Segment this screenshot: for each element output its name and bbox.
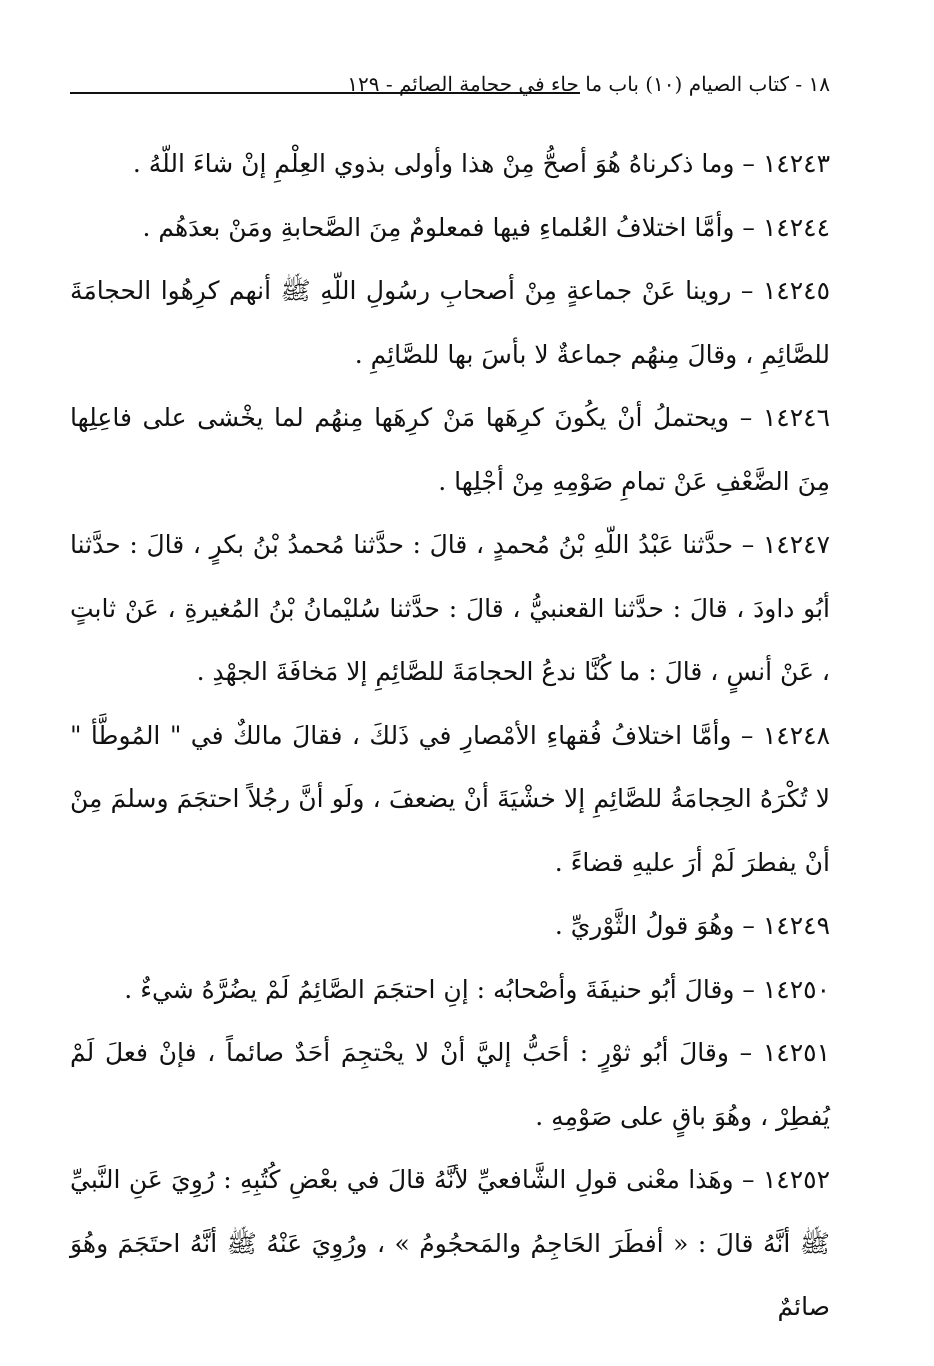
paragraph-14247: ١٤٢٤٧ – حدَّثنا عَبْدُ اللّهِ بْنُ مُحمدٍ ، قالَ : حدَّثنا مُحمدُ بْنُ بكرٍ ، قالَ : حدَّثنا أبُو داودَ ، قالَ : حدَّثنا القعنبيُّ ، قالَ : حدَّثنا سُليْمانُ بْنُ المُغيرةِ ، عَنْ ثابتٍ ، عَنْ أنسٍ ، قالَ : ما كُنَّا ندعُ الحجامَةَ للصَّائِمِ إلا مَخافَةَ الجهْدِ .: [70, 530, 830, 686]
paragraph-14244: ١٤٢٤٤ – وأمَّا اختلافُ العُلماءِ فيها فمعلومٌ مِنَ الصَّحابةِ ومَنْ بعدَهُم .: [142, 212, 830, 242]
paragraph-14252: ١٤٢٥٢ – وهَذا معْنى قولِ الشَّافعيِّ لأنَّهُ قالَ في بعْضِ كُتُبِهِ : رُوِيَ عَنِ النَّبيِّ ﷺ أنَّهُ قالَ : « أفطَرَ الحَاجِمُ والمَحجُومُ » ، ورُوِيَ عَنْهُ ﷺ أنَّهُ احتَجَمَ وهُوَ صائمٌ: [70, 1165, 830, 1321]
paragraph-14245: ١٤٢٤٥ – روينا عَنْ جماعةٍ مِنْ أصحابِ رسُولِ اللّهِ ﷺ أنهم كرِهُوا الحجامَةَ للصَّائِمِ ، وقالَ مِنهُم جماعةٌ لا بأسَ بها للصَّائِمِ .: [70, 276, 830, 369]
paragraph-14251: ١٤٢٥١ – وقالَ أبُو ثوْرٍ : أحَبُّ إليَّ أنْ لا يحْتجِمَ أحَدٌ صائماً ، فإنْ فعلَ لَمْ يُفطِرْ ، وهُوَ باقٍ على صَوْمِهِ .: [70, 1038, 830, 1131]
header-text: ١٨ - كتاب الصيام (١٠) باب ما جاء في حجامة الصائم - ١٢٩: [347, 72, 830, 96]
paragraph-14249: ١٤٢٤٩ – وهُوَ قولُ الثَّوْريِّ .: [554, 911, 830, 940]
paragraph-14250: ١٤٢٥٠ – وقالَ أبُو حنيفَةَ وأصْحابُه : إنِ احتجَمَ الصَّائِمُ لَمْ يضُرَّهُ شيءٌ .: [124, 974, 830, 1004]
text-body: [70, 132, 830, 1339]
running-header: [70, 64, 830, 104]
paragraph-14248: ١٤٢٤٨ – وأمَّا اختلافُ فُقهاءِ الأمْصارِ في ذَلكَ ، فقالَ مالكٌ في " المُوطَّأ " لا تُكْرَهُ الحِجامَةُ للصَّائِمِ إلا خشْيَةَ أنْ يضعفَ ، ولَو أنَّ رجُلاً احتجَمَ وسلمَ مِنْ أنْ يفطرَ لَمْ أرَ عليهِ قضاءً .: [70, 720, 830, 877]
paragraph-14246: ١٤٢٤٦ – ويحتملُ أنْ يكُونَ كرِهَها مَنْ كرِهَها مِنهُم لما يخْشى على فاعِلِها مِنَ الضَّعْفِ عَنْ تمامِ صَوْمِهِ مِنْ أجْلِها .: [70, 403, 830, 496]
paragraph-14243: ١٤٢٤٣ – وما ذكرناهُ هُوَ أصحُّ مِنْ هذا وأولى بذوي العِلْمِ إنْ شاءَ اللّهُ .: [132, 149, 830, 178]
